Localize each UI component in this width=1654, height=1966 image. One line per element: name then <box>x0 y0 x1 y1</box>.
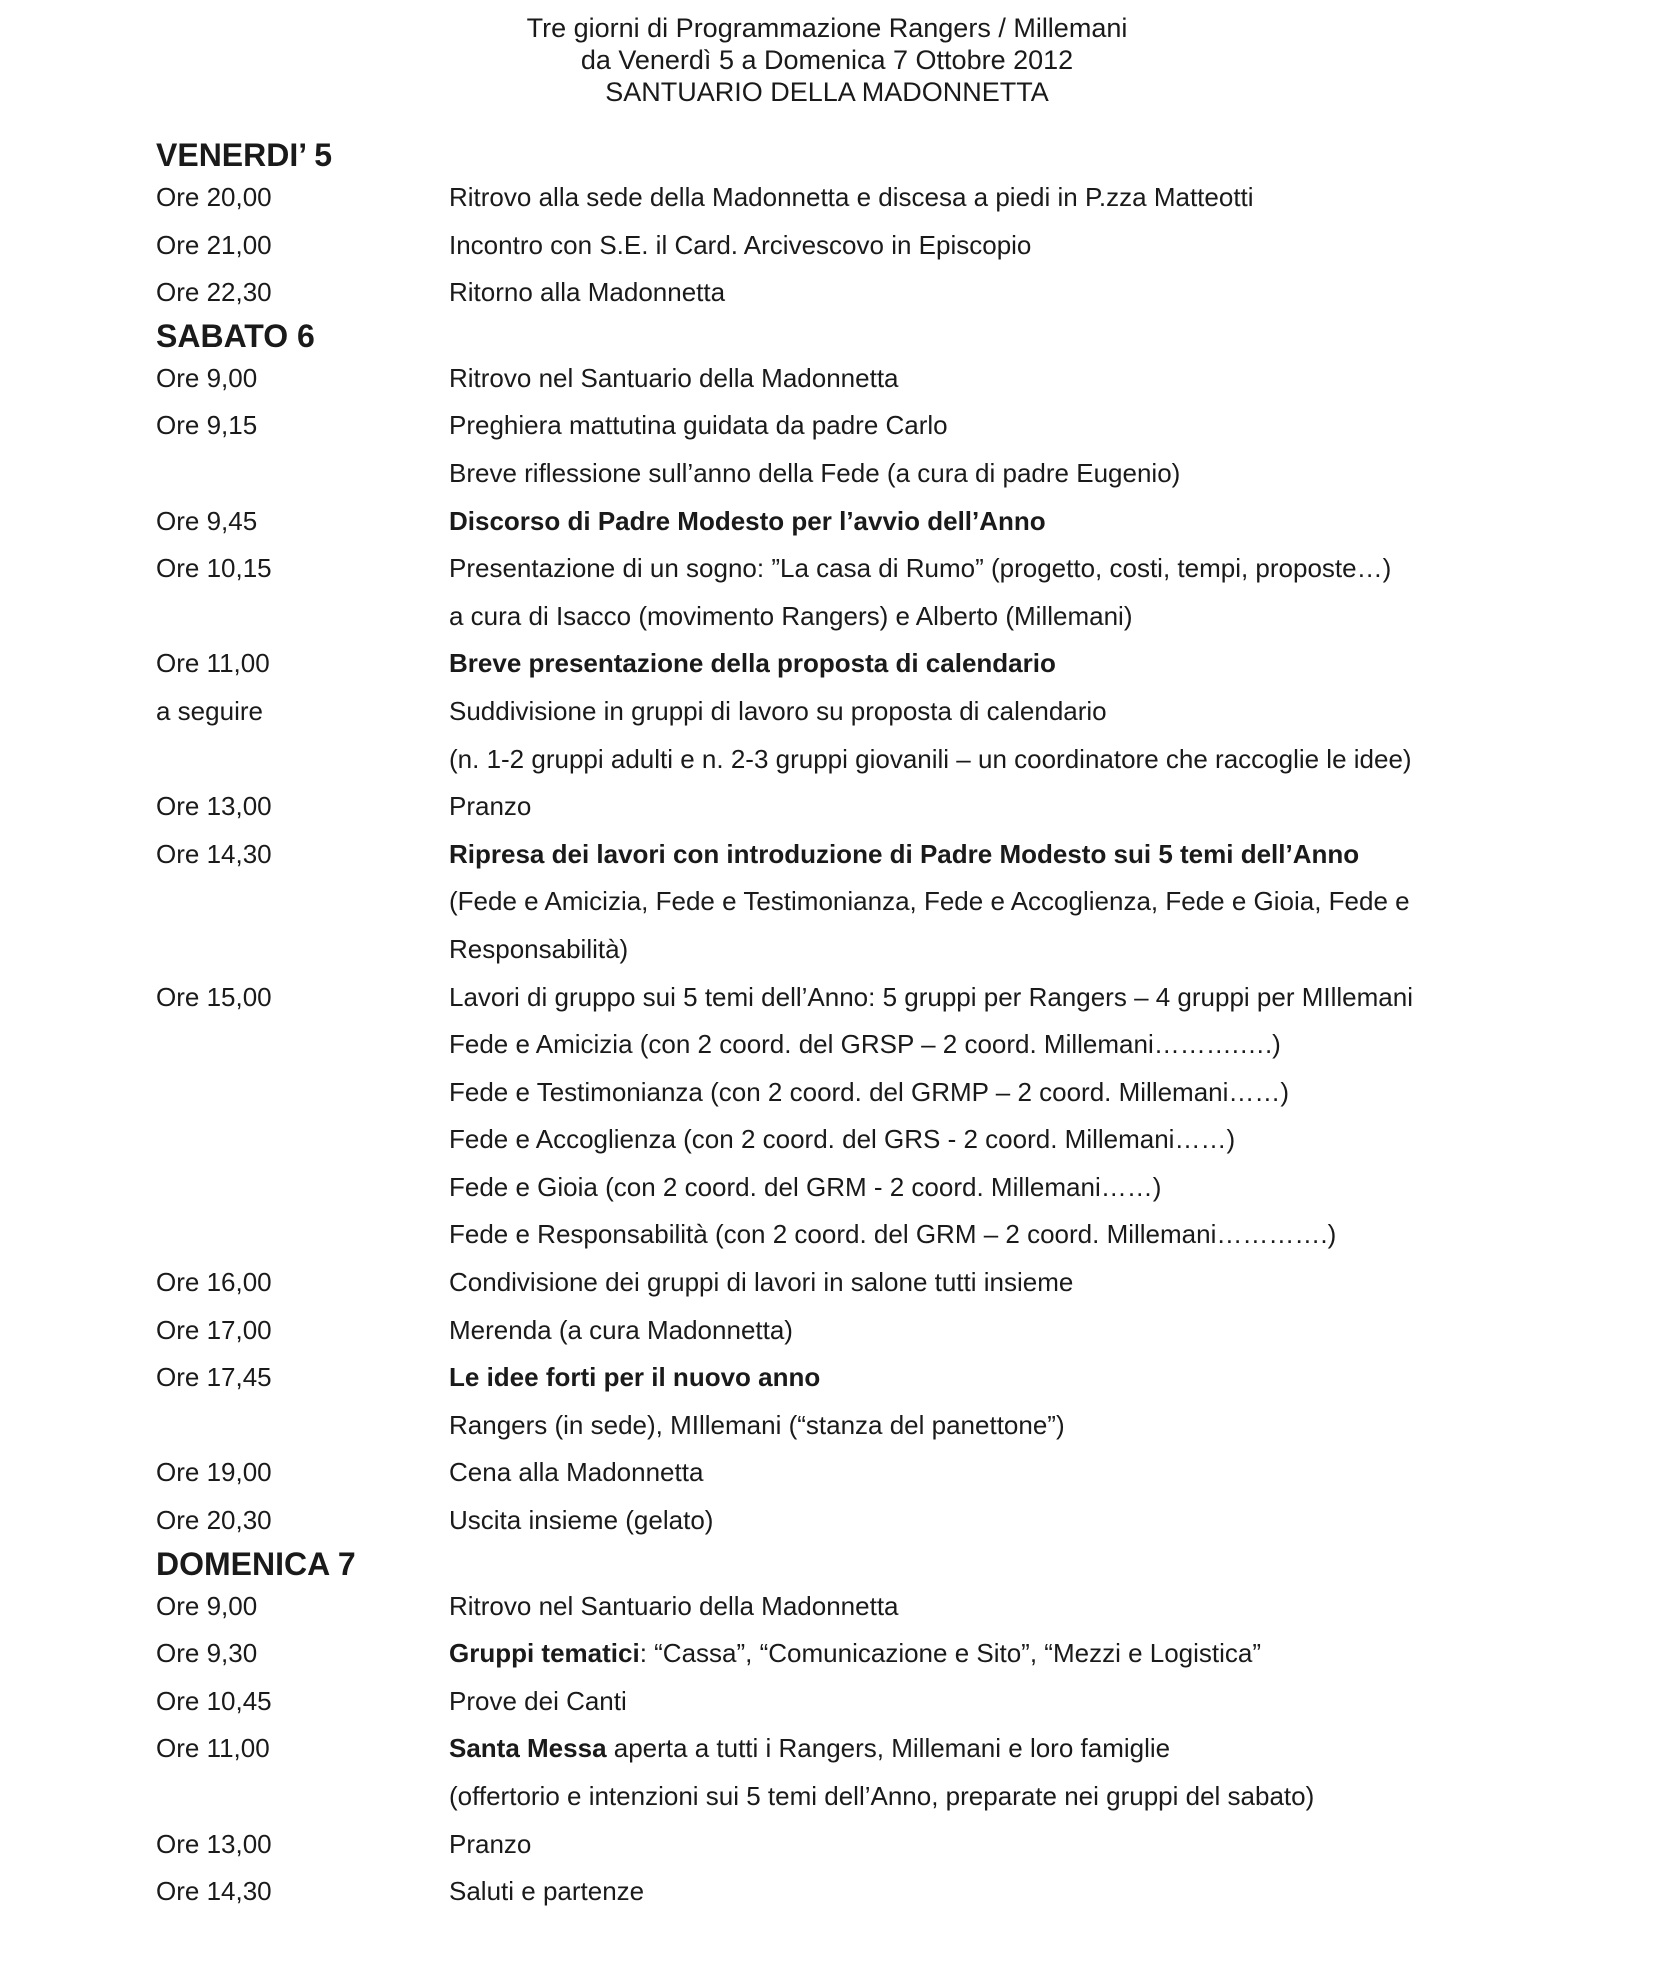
header-line-1: Tre giorni di Programmazione Rangers / Millemani <box>526 13 1128 43</box>
schedule-row <box>0 1868 1654 1916</box>
schedule-description-text: Preghiera mattutina guidata da padre Carlo <box>449 410 948 441</box>
schedule-description-bold: Santa Messa <box>449 1733 607 1764</box>
schedule-description <box>449 222 1031 270</box>
schedule-description-text: Presentazione di un sogno: ”La casa di Rumo” (progetto, costi, tempi, proposte…) <box>449 553 1392 584</box>
schedule-description <box>449 1868 644 1916</box>
schedule-row <box>0 1402 1654 1450</box>
schedule-row <box>0 402 1654 450</box>
schedule-description-text: Condivisione dei gruppi di lavori in salone tutti insieme <box>449 1267 1074 1298</box>
schedule-description <box>449 1354 820 1402</box>
schedule-time: Ore 11,00 <box>156 1733 270 1764</box>
schedule-description-text: Fede e Responsabilità (con 2 coord. del GRM – 2 coord. Millemani………….) <box>449 1219 1337 1250</box>
schedule-row <box>0 1259 1654 1307</box>
schedule-description <box>449 831 1359 879</box>
schedule-description-text: Responsabilità) <box>449 933 629 964</box>
schedule-description <box>449 1069 1289 1117</box>
schedule-description-bold: Breve presentazione della proposta di calendario <box>449 648 1056 679</box>
schedule-description <box>449 688 1107 736</box>
schedule-time: Ore 9,30 <box>156 1638 258 1669</box>
schedule-row <box>0 974 1654 1022</box>
schedule-description <box>449 783 531 831</box>
schedule-description-text: Pranzo <box>449 1828 532 1859</box>
schedule-description-text: a cura di Isacco (movimento Rangers) e Alberto (Millemani) <box>449 600 1133 631</box>
schedule-description <box>449 1021 1281 1069</box>
schedule-time: Ore 10,15 <box>156 553 272 584</box>
schedule-description-text: Ritrovo alla sede della Madonnetta e discesa a piedi in P.zza Matteotti <box>449 182 1254 212</box>
schedule-time: Ore 10,45 <box>156 1685 272 1716</box>
schedule-description <box>449 878 1410 926</box>
schedule-time: Ore 13,00 <box>156 1828 272 1859</box>
schedule-description-bold: Discorso di Padre Modesto per l’avvio dell’Anno <box>449 505 1046 536</box>
schedule-description-text: Breve riflessione sull’anno della Fede (a cura di padre Eugenio) <box>449 457 1181 488</box>
schedule-description-text: Ritorno alla Madonnetta <box>449 277 726 308</box>
schedule-description-text: Ritrovo nel Santuario della Madonnetta <box>449 362 899 393</box>
day-title: VENERDI’ 5 <box>156 137 333 173</box>
day-title: SABATO 6 <box>156 317 315 354</box>
header-line-3: SANTUARIO DELLA MADONNETTA <box>605 77 1049 107</box>
day-section <box>0 1545 1654 1916</box>
schedule-row <box>0 1449 1654 1497</box>
schedule-time: Ore 14,30 <box>156 838 272 869</box>
schedule-description <box>449 1725 1170 1773</box>
schedule-description <box>449 974 1413 1022</box>
schedule-description-text: Uscita insieme (gelato) <box>449 1505 714 1536</box>
schedule-description <box>449 1678 627 1726</box>
schedule-time: Ore 9,00 <box>156 1590 258 1621</box>
schedule-row <box>0 688 1654 736</box>
day-title: DOMENICA 7 <box>156 1545 356 1582</box>
schedule-description-text: Prove dei Canti <box>449 1685 627 1716</box>
schedule-time: Ore 17,00 <box>156 1314 272 1345</box>
schedule-row <box>0 831 1654 879</box>
schedule-row <box>0 640 1654 688</box>
schedule-time: Ore 9,15 <box>156 410 258 441</box>
schedule-time: Ore 13,00 <box>156 791 272 822</box>
schedule-description <box>449 1211 1336 1259</box>
schedule-time: Ore 17,45 <box>156 1362 272 1393</box>
schedule-row <box>0 450 1654 498</box>
schedule-time: a seguire <box>156 695 263 726</box>
schedule-row <box>0 1678 1654 1726</box>
schedule-description-bold: Gruppi tematici <box>449 1638 640 1669</box>
schedule-description-text: (Fede e Amicizia, Fede e Testimonianza, Fede e Accoglienza, Fede e Gioia, Fede e <box>449 886 1410 917</box>
schedule-description <box>449 1307 793 1355</box>
schedule-description-text: aperta a tutti i Rangers, Millemani e loro famiglie <box>606 1733 1171 1764</box>
schedule-row <box>0 1211 1654 1259</box>
schedule-description <box>449 736 1412 784</box>
schedule-description-bold: Ripresa dei lavori con introduzione di Padre Modesto sui 5 temi dell’Anno <box>449 838 1360 869</box>
day-section <box>0 136 1654 317</box>
schedule-row <box>0 1725 1654 1773</box>
schedule-row <box>0 545 1654 593</box>
schedule-description <box>449 1116 1235 1164</box>
schedule-row <box>0 1164 1654 1212</box>
schedule-row <box>0 593 1654 641</box>
schedule-description-text: Fede e Accoglienza (con 2 coord. del GRS - 2 coord. Millemani……) <box>449 1124 1236 1155</box>
schedule-description <box>449 174 1254 222</box>
header-line-2: da Venerdì 5 a Domenica 7 Ottobre 2012 <box>580 45 1074 75</box>
day-section <box>0 317 1654 1545</box>
schedule-row <box>0 1116 1654 1164</box>
schedule-row <box>0 1821 1654 1869</box>
schedule-description <box>449 355 899 403</box>
schedule-description <box>449 498 1046 546</box>
schedule-row <box>0 1497 1654 1545</box>
schedule-description <box>449 1630 1261 1678</box>
schedule-description-text: (n. 1-2 gruppi adulti e n. 2-3 gruppi giovanili – un coordinatore che raccoglie le idee) <box>449 743 1412 774</box>
schedule-description-text: : “Cassa”, “Comunicazione e Sito”, “Mezzi e Logistica” <box>639 1638 1262 1669</box>
schedule-row <box>0 1069 1654 1117</box>
schedule-description-text: Fede e Amicizia (con 2 coord. del GRSP – 2 coord. Millemani……….….) <box>449 1029 1281 1060</box>
schedule-row <box>0 783 1654 831</box>
schedule-description-text: Saluti e partenze <box>449 1876 645 1907</box>
document-header <box>0 12 1654 108</box>
schedule-description-text: Ritrovo nel Santuario della Madonnetta <box>449 1590 899 1621</box>
schedule-description-text: Merenda (a cura Madonnetta) <box>449 1314 793 1345</box>
schedule-row <box>0 1307 1654 1355</box>
schedule-time: Ore 15,00 <box>156 981 272 1012</box>
schedule-description <box>449 1259 1073 1307</box>
schedule-row <box>0 222 1654 270</box>
schedule-description <box>449 545 1391 593</box>
schedule-row <box>0 1773 1654 1821</box>
schedule-description-text: Incontro con S.E. il Card. Arcivescovo in Episcopio <box>449 229 1032 260</box>
schedule-description <box>449 269 725 317</box>
schedule-description <box>449 593 1132 641</box>
schedule-time: Ore 14,30 <box>156 1876 272 1907</box>
schedule-description <box>449 640 1056 688</box>
schedule-row <box>0 1630 1654 1678</box>
schedule-row <box>0 1583 1654 1631</box>
schedule-description-text: (offertorio e intenzioni sui 5 temi dell’Anno, preparate nei gruppi del sabato) <box>449 1781 1315 1811</box>
schedule-row <box>0 355 1654 403</box>
schedule-time: Ore 9,00 <box>156 362 258 393</box>
schedule-description-text: Cena alla Madonnetta <box>449 1457 704 1488</box>
schedule-description <box>449 1821 531 1869</box>
schedule-description-text: Pranzo <box>449 791 532 822</box>
schedule-row <box>0 269 1654 317</box>
schedule-description <box>449 402 948 450</box>
schedule-row <box>0 498 1654 546</box>
schedule-time: Ore 16,00 <box>156 1267 272 1298</box>
schedule-description <box>449 926 628 974</box>
schedule-time: Ore 21,00 <box>156 229 272 260</box>
schedule-description-text: Lavori di gruppo sui 5 temi dell’Anno: 5 gruppi per Rangers – 4 gruppi per MIllemani <box>449 981 1413 1012</box>
schedule-row <box>0 174 1654 222</box>
schedule <box>0 136 1654 1916</box>
schedule-description-text: Rangers (in sede), MIllemani (“stanza del panettone”) <box>449 1409 1065 1440</box>
schedule-time: Ore 22,30 <box>156 277 272 308</box>
schedule-description-bold: Le idee forti per il nuovo anno <box>449 1362 821 1393</box>
schedule-row <box>0 736 1654 784</box>
schedule-description-text: Fede e Gioia (con 2 coord. del GRM - 2 coord. Millemani……) <box>449 1171 1162 1202</box>
schedule-time: Ore 20,00 <box>156 182 272 212</box>
schedule-description <box>449 1164 1161 1212</box>
schedule-description <box>449 450 1180 498</box>
schedule-row <box>0 926 1654 974</box>
schedule-description <box>449 1449 703 1497</box>
schedule-time: Ore 20,30 <box>156 1505 272 1536</box>
schedule-description-text: Fede e Testimonianza (con 2 coord. del GRMP – 2 coord. Millemani……) <box>449 1076 1290 1107</box>
schedule-description-text: Suddivisione in gruppi di lavoro su proposta di calendario <box>449 695 1107 726</box>
schedule-description <box>449 1583 899 1631</box>
schedule-row <box>0 1354 1654 1402</box>
schedule-row <box>0 1021 1654 1069</box>
schedule-time: Ore 9,45 <box>156 505 258 536</box>
schedule-description <box>449 1402 1065 1450</box>
schedule-time: Ore 11,00 <box>156 648 270 679</box>
schedule-description <box>449 1773 1314 1821</box>
schedule-row <box>0 878 1654 926</box>
schedule-description <box>449 1497 713 1545</box>
schedule-time: Ore 19,00 <box>156 1457 272 1488</box>
